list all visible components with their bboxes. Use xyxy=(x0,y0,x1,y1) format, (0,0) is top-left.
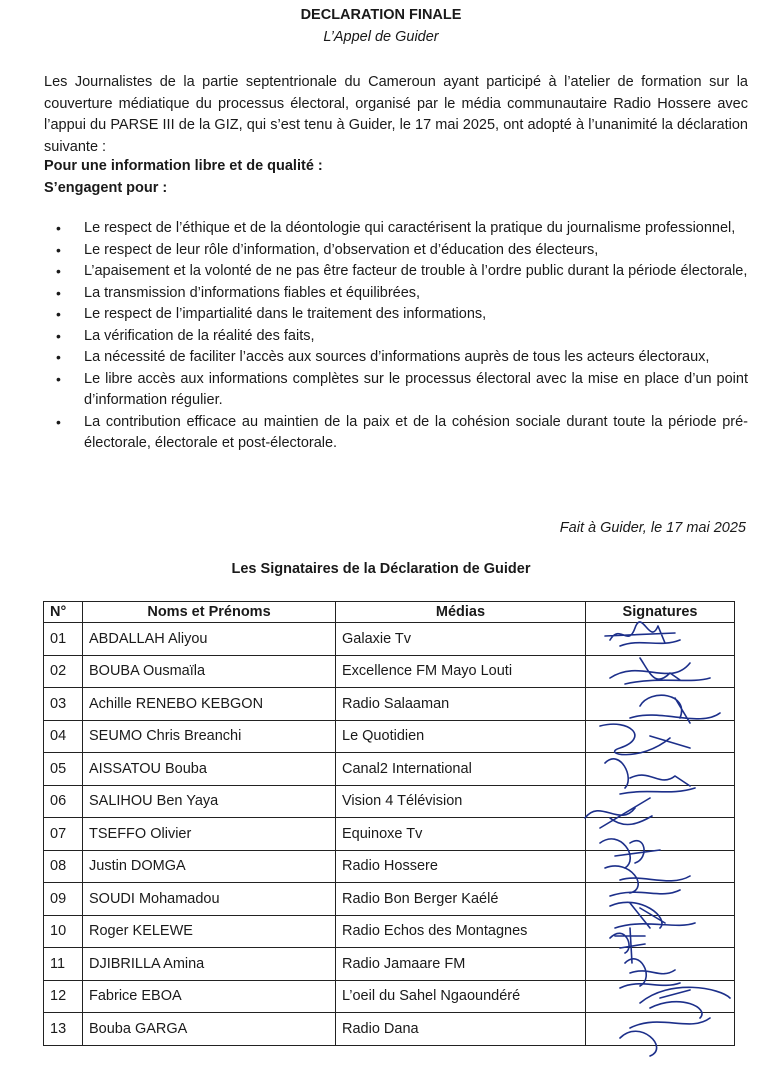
cell-name: SALIHOU Ben Yaya xyxy=(83,785,336,818)
cell-media: Vision 4 Télévision xyxy=(336,785,586,818)
signatories-table xyxy=(43,601,735,1046)
table-header-row xyxy=(44,602,735,623)
cell-media: Excellence FM Mayo Louti xyxy=(336,655,586,688)
document-subtitle: L’Appel de Guider xyxy=(323,29,439,45)
table-row xyxy=(44,850,735,883)
cell-signature xyxy=(586,1013,735,1046)
header-signature: Signatures xyxy=(586,602,735,623)
cell-media: Radio Salaaman xyxy=(336,688,586,721)
header-media: Médias xyxy=(336,602,586,623)
cell-signature xyxy=(586,720,735,753)
cell-media: Radio Bon Berger Kaélé xyxy=(336,883,586,916)
cell-media: Le Quotidien xyxy=(336,720,586,753)
cell-signature xyxy=(586,883,735,916)
pledge-item: • Le respect de leur rôle d’information, d’observation et d’éducation des électeurs, xyxy=(44,240,748,262)
table-row xyxy=(44,883,735,916)
cell-number: 06 xyxy=(44,785,83,818)
cell-signature xyxy=(586,915,735,948)
cell-signature xyxy=(586,850,735,883)
cell-name: SOUDI Mohamadou xyxy=(83,883,336,916)
cell-name: BOUBA Ousmaïla xyxy=(83,655,336,688)
pledge-item: • Le respect de l’éthique et de la déontologie qui caractérisent la pratique du journalisme professionnel, xyxy=(44,218,748,240)
signatories-title: Les Signataires de la Déclaration de Guider xyxy=(231,561,531,577)
heading-information: Pour une information libre et de qualité : xyxy=(44,158,323,174)
table-row xyxy=(44,623,735,656)
pledge-item: • Le respect de l’impartialité dans le traitement des informations, xyxy=(44,304,748,326)
table-row xyxy=(44,980,735,1013)
cell-number: 07 xyxy=(44,818,83,851)
cell-name: Fabrice EBOA xyxy=(83,980,336,1013)
pledge-item: • La transmission d’informations fiables et équilibrées, xyxy=(44,283,748,305)
cell-number: 11 xyxy=(44,948,83,981)
cell-signature xyxy=(586,818,735,851)
place-date: Fait à Guider, le 17 mai 2025 xyxy=(559,520,746,536)
cell-media: Radio Dana xyxy=(336,1013,586,1046)
pledge-list xyxy=(44,218,748,455)
cell-name: DJIBRILLA Amina xyxy=(83,948,336,981)
cell-number: 09 xyxy=(44,883,83,916)
cell-signature xyxy=(586,753,735,786)
pledge-item: • L’apaisement et la volonté de ne pas être facteur de trouble à l’ordre public durant la période électorale, xyxy=(44,261,748,283)
table-row xyxy=(44,915,735,948)
header-number: N° xyxy=(44,602,83,623)
document-title: DECLARATION FINALE xyxy=(300,7,462,23)
cell-media: Radio Echos des Montagnes xyxy=(336,915,586,948)
cell-media: Equinoxe Tv xyxy=(336,818,586,851)
table-row xyxy=(44,948,735,981)
table-row xyxy=(44,753,735,786)
cell-name: Justin DOMGA xyxy=(83,850,336,883)
pledge-item: • La vérification de la réalité des faits, xyxy=(44,326,748,348)
cell-number: 01 xyxy=(44,623,83,656)
cell-name: TSEFFO Olivier xyxy=(83,818,336,851)
cell-name: ABDALLAH Aliyou xyxy=(83,623,336,656)
cell-signature xyxy=(586,688,735,721)
cell-name: Achille RENEBO KEBGON xyxy=(83,688,336,721)
cell-media: Radio Jamaare FM xyxy=(336,948,586,981)
cell-number: 02 xyxy=(44,655,83,688)
cell-signature xyxy=(586,655,735,688)
pledge-item: • La contribution efficace au maintien de la paix et de la cohésion sociale durant toute la période pré-électorale, électorale et post-électorale. xyxy=(44,412,748,455)
table-row xyxy=(44,720,735,753)
cell-number: 10 xyxy=(44,915,83,948)
pledge-item: • La nécessité de faciliter l’accès aux sources d’informations auprès de tous les acteurs électoraux, xyxy=(44,347,748,369)
cell-name: Bouba GARGA xyxy=(83,1013,336,1046)
cell-media: L’oeil du Sahel Ngaoundéré xyxy=(336,980,586,1013)
intro-paragraph: Les Journalistes de la partie septentrionale du Cameroun ayant participé à l’atelier de formation sur la couverture médiatique du processus électoral, organisé par le média communautaire Radio Hossere avec l’appui du PARSE III de la GIZ, qui s’est tenu à Guider, le 17 mai 2025, ont adopté à l’unanimité la déclaration suivante : xyxy=(44,74,748,155)
cell-number: 04 xyxy=(44,720,83,753)
cell-media: Radio Hossere xyxy=(336,850,586,883)
cell-signature xyxy=(586,623,735,656)
cell-media: Canal2 International xyxy=(336,753,586,786)
table-row xyxy=(44,1013,735,1046)
cell-number: 03 xyxy=(44,688,83,721)
table-row xyxy=(44,818,735,851)
cell-number: 05 xyxy=(44,753,83,786)
table-row xyxy=(44,688,735,721)
cell-number: 13 xyxy=(44,1013,83,1046)
cell-signature xyxy=(586,785,735,818)
cell-signature xyxy=(586,980,735,1013)
cell-signature xyxy=(586,948,735,981)
cell-number: 12 xyxy=(44,980,83,1013)
header-name: Noms et Prénoms xyxy=(83,602,336,623)
cell-number: 08 xyxy=(44,850,83,883)
cell-name: Roger KELEWE xyxy=(83,915,336,948)
cell-name: AISSATOU Bouba xyxy=(83,753,336,786)
table-row xyxy=(44,785,735,818)
heading-engagement: S’engagent pour : xyxy=(44,180,168,196)
pledge-item: • Le libre accès aux informations complètes sur le processus électoral avec la mise en place d’un point d’information régulier. xyxy=(44,369,748,412)
cell-media: Galaxie Tv xyxy=(336,623,586,656)
cell-name: SEUMO Chris Breanchi xyxy=(83,720,336,753)
table-row xyxy=(44,655,735,688)
